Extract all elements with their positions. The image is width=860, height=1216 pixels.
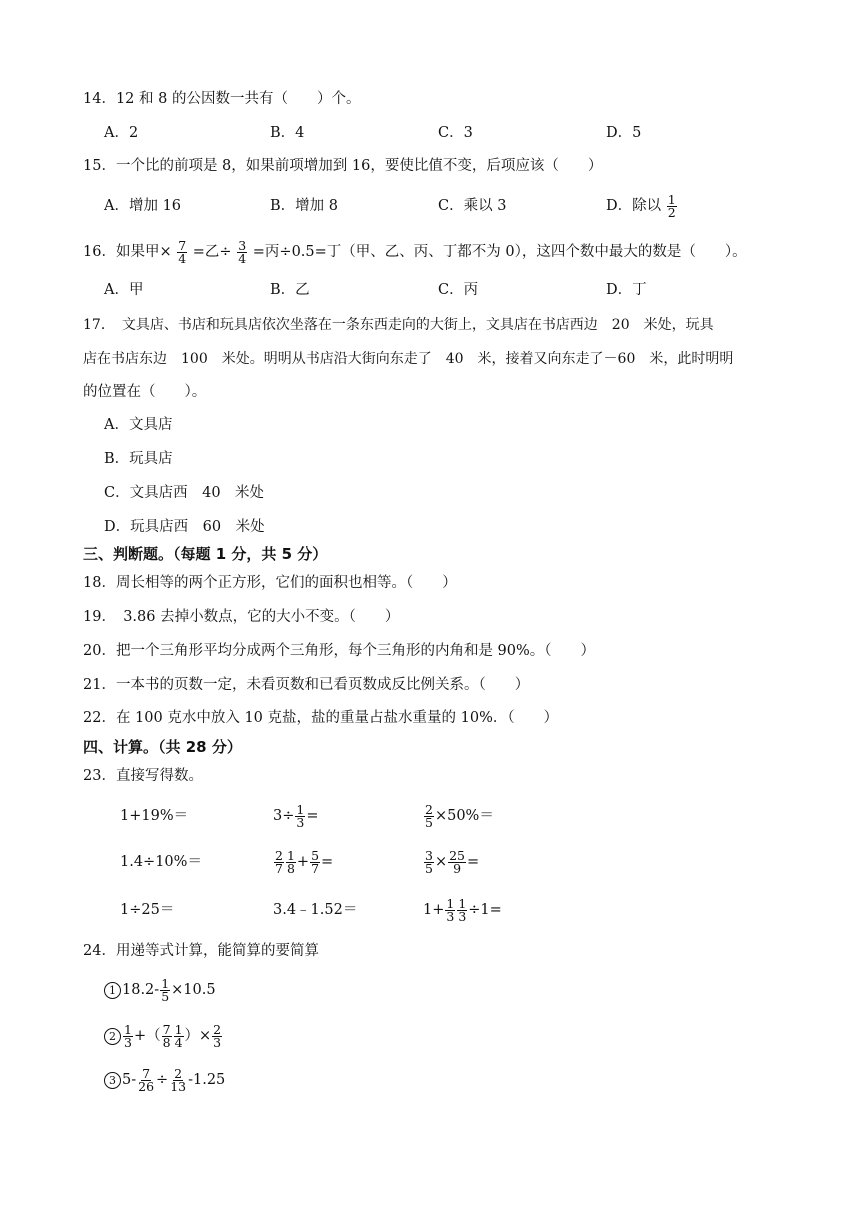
q17-option-d: D．玩具店西 60 米处: [104, 519, 265, 535]
question-17-line-3: 的位置在（ ）。: [83, 384, 207, 400]
fraction: $\frac{2}{5}$: [425, 801, 433, 830]
fraction: $\frac{5}{7}$: [311, 847, 320, 876]
fraction: $\frac{3}{4}$: [238, 237, 247, 266]
fraction: $\frac{1}{3}$: [296, 801, 305, 830]
q15-option-b: B．增加 8: [270, 198, 338, 214]
expression-2: 2 $\frac{1}{3}$ +（ $\frac{7}{8}$ $\frac{1}{4}$ ）× $\frac{2}{3}$: [104, 1018, 223, 1054]
q15-option-c: C．乘以 3: [438, 198, 507, 214]
calc-r1c3: $\frac{2}{5}$ ×50%＝: [425, 801, 494, 830]
circled-number: 1: [104, 982, 121, 999]
q16-option-c: C．丙: [438, 282, 479, 298]
q16-option-d: D．丁: [606, 282, 647, 298]
fraction: $\frac{25}{9}$: [449, 847, 466, 876]
q14-option-d: D．5: [606, 125, 642, 141]
fraction: $\frac{1}{5}$: [161, 975, 170, 1004]
q17-option-c: C．文具店西 40 米处: [104, 485, 265, 501]
circled-number: 3: [104, 1072, 121, 1089]
fraction: $\frac{1}{3}$: [446, 895, 455, 924]
calc-r1c1: 1+19%＝: [120, 808, 189, 824]
question-20: 20．把一个三角形平均分成两个三角形，每个三角形的内角和是 90%。（ ）: [83, 643, 596, 659]
q14-option-a: A．2: [104, 125, 139, 141]
calc-r3c2: 3.4﹣1.52＝: [273, 902, 358, 918]
q14-option-b: B．4: [270, 125, 305, 141]
q17-option-a: A．文具店: [104, 417, 173, 433]
section-4-heading: 四、计算。（共 28 分）: [83, 738, 242, 756]
question-21: 21．一本书的页数一定，未看页数和已看页数成反比例关系。（ ）: [83, 677, 530, 693]
calc-r2c2: $\frac{2}{7}$ $\frac{1}{8}$ + $\frac{5}{7}$ =: [275, 847, 334, 876]
question-23: 23．直接写得数。: [83, 768, 203, 784]
expression-1: 1 18.2- $\frac{1}{5}$ ×10.5: [104, 972, 216, 1008]
question-15: 15．一个比的前项是 8，如果前项增加到 16，要使比值不变，后项应该（ ）: [83, 158, 603, 174]
fraction: $\frac{1}{3}$: [458, 895, 467, 924]
question-24: 24．用递等式计算，能简算的要简算: [83, 943, 319, 959]
q16-option-b: B．乙: [270, 282, 310, 298]
q14-option-c: C．3: [438, 125, 473, 141]
question-19: 19． 3.86 去掉小数点，它的大小不变。（ ）: [83, 609, 400, 625]
fraction: $\frac{7}{8}$: [162, 1021, 171, 1050]
calc-r2c3: $\frac{3}{5}$ × $\frac{25}{9}$ =: [425, 847, 480, 876]
question-22: 22．在 100 克水中放入 10 克盐，盐的重量占盐水重量的 10%．（ ）: [83, 710, 559, 726]
q15-option-d: [606, 188, 678, 224]
fraction: $\frac{2}{7}$: [275, 847, 283, 876]
section-3-heading: 三、判断题。（每题 1 分，共 5 分）: [83, 545, 328, 563]
calc-r1c2: 3÷ $\frac{1}{3}$ =: [273, 801, 319, 830]
q15-option-a: A．增加 16: [104, 198, 182, 214]
fraction: $\frac{2}{3}$: [213, 1021, 222, 1050]
fraction: $\frac{2}{13}$: [170, 1065, 187, 1094]
calc-r3c3: 1+ $\frac{1}{3}$ $\frac{1}{3}$ ÷1=: [423, 895, 502, 924]
fraction: $\frac{1}{3}$: [124, 1021, 132, 1050]
q15-option-d-label: D．除以: [606, 198, 662, 214]
question-14: 14．12 和 8 的公因数一共有（ ）个。: [83, 91, 361, 107]
fraction: $\frac{1}{8}$: [286, 847, 295, 876]
fraction: $\frac{7}{26}$: [138, 1065, 155, 1094]
question-17-line-2: 店在书店东边 100 米处。明明从书店沿大街向东走了 40 米，接着又向东走了－60 米，此时明明: [83, 351, 734, 367]
expression-3: 3 5- $\frac{7}{26}$ ÷ $\frac{2}{13}$ -1.25: [104, 1062, 225, 1098]
question-16: 16．如果甲× $\frac{7}{4}$ =乙÷ $\frac{3}{4}$ =丙÷0.5=丁（甲、乙、丙、丁都不为 0），这四个数中最大的数是（ ）。: [83, 237, 747, 266]
q16-option-a: A．甲: [104, 282, 144, 298]
fraction: $\frac{1}{2}$: [667, 191, 676, 220]
calc-r3c1: 1÷25＝: [120, 902, 175, 918]
calc-r2c1: 1.4÷10%＝: [120, 854, 202, 870]
fraction: $\frac{3}{5}$: [425, 847, 433, 876]
question-18: 18．周长相等的两个正方形，它们的面积也相等。（ ）: [83, 575, 457, 591]
question-17-line-1: 17． 文具店、书店和玩具店依次坐落在一条东西走向的大街上，文具店在书店西边 20 米处，玩具: [83, 317, 714, 333]
fraction: $\frac{7}{4}$: [178, 237, 187, 266]
fraction: $\frac{1}{4}$: [174, 1021, 183, 1050]
circled-number: 2: [104, 1028, 121, 1045]
q17-option-b: B．玩具店: [104, 451, 173, 467]
